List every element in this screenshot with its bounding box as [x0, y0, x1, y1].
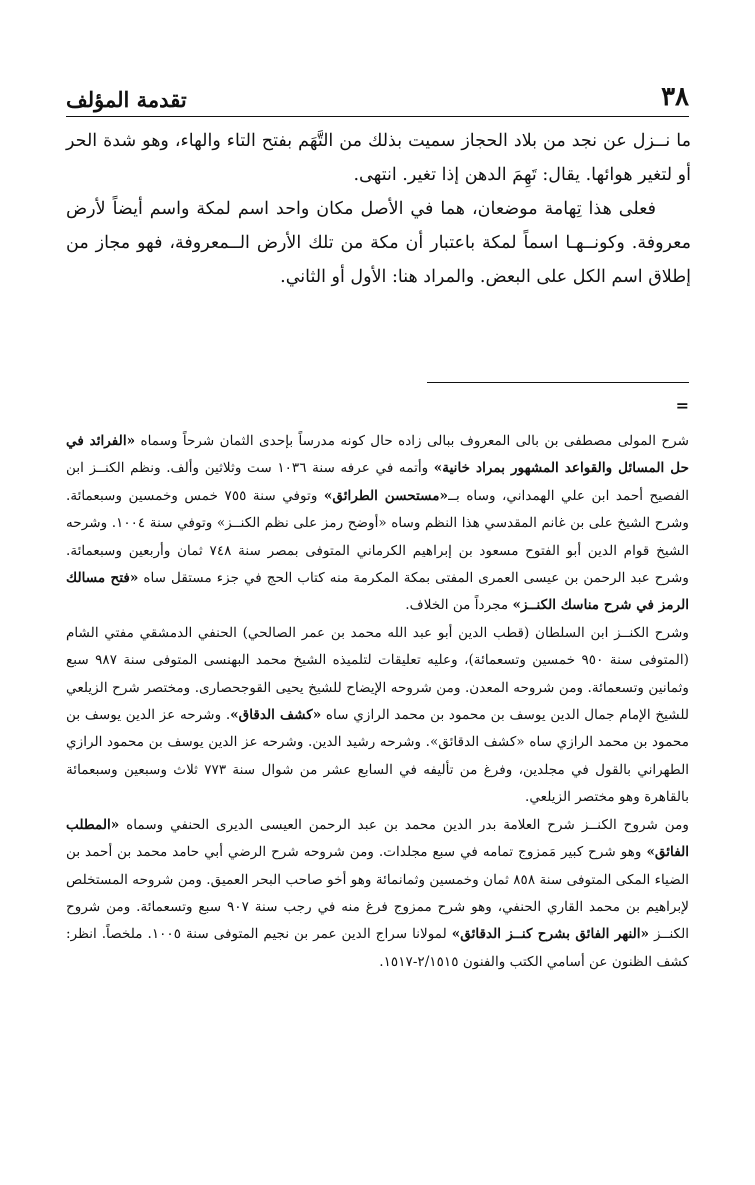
- footnote-text: وأتمه في عرفه سنة ١٠٣٦ ست وثلاثين وألف. ونظم الكنــز ابن الفصيح أحمد ابن علي الهمداني، وساه بــ: [66, 460, 689, 504]
- footnote-text: وهو شرح كبير مَمزوج تمامه في سبع مجلدات. ومن شروحه شرح الرضي أبي حامد محمد بن أحمد بن الضياء المكى المتوفى سنة ٨٥٨ ثمان وخمسين وثمانمائة وهو أخو صاحب البحر العميق. ومن شروحه المستخلص لإبراهيم بن محمد القاري الحنفي، وهو شرح ممزوج فرغ منه في رجب سنة ٩٠٧ سبع وتسعمائة. ومن شروح الكنــز: [66, 844, 689, 943]
- footnote-paragraph-2: [66, 620, 689, 812]
- footnote-paragraph-1: [66, 428, 689, 620]
- footnote-continuation-mark: =: [675, 396, 689, 415]
- book-title: «الفرائد في حل المسائل والقواعد المشهور بمراد خانية»: [66, 433, 689, 477]
- header-rule: [66, 116, 689, 117]
- running-title: تقدمة المؤلف: [66, 87, 187, 112]
- book-title: «المطلب الفائق»: [66, 816, 689, 861]
- main-paragraph-1: ما نــزل عن نجد من بلاد الحجاز سميت بذلك من التَّهَم بفتح التاء والهاء، وهو شدة الحر أو لتغير هوائها. يقال: تَهِمَ الدهن إذا تغير. انتهى.: [66, 131, 691, 185]
- book-title: «مستحسن الطرائق»: [323, 487, 449, 504]
- book-title: «كشف الدقاق»: [230, 707, 322, 724]
- page-number: ٣٨: [661, 82, 689, 112]
- footnote-separator: [427, 382, 689, 383]
- footnote-text: لمولانا سراج الدين عمر بن نجيم المتوفى سنة ١٠٠٥. ملخصاً. انظر: كشف الظنون عن أسامي الكتب والفنون ٢/١٥١٥-١٥١٧.: [66, 926, 689, 970]
- footnote-text: وشرح الكنــز ابن السلطان (قطب الدين أبو عبد الله محمد بن عمر الصالحي) الحنفي الدمشقي مفتي الشام (المتوفى سنة ٩٥٠ خمسين وتسعمائة)، وعليه تعليقات لتلميذه الشيخ محمد البهنسى المتوفى سنة ٩٨٧ سبع وثمانين وتسعمائة. ومن شروحه المعدن. ومن شروحه الإيضاح للشيخ يحيى القوجحصارى. ومختصر شرح الزيلعي للشيخ الإمام جمال الدين يوسف بن محمود بن محمد الرازي ساه: [66, 624, 689, 724]
- footnote-text: وتوفي سنة ٧٥٥ خمس وخمسين وسبعمائة. وشرح الشيخ على بن غانم المقدسي هذا النظم وساه «أوضح رمز على نظم الكنــز» وتوفي سنة ١٠٠٤. وشرحه الشيخ قوام الدين أبو الفتوح مسعود بن إبراهيم الكرماني المتوفى بمصر سنة ٧٤٨ ثمان وأربعين وسبعمائة. وشرح عبد الرحمن بن عيسى العمرى المفتى بمكة المكرمة منه كتاب الحج في جزء مستقل ساه: [66, 487, 689, 587]
- page-header: [66, 70, 689, 110]
- footnotes: [66, 428, 689, 976]
- book-title: «فتح مسالك الرمز في شرح مناسك الكنــز»: [66, 570, 689, 614]
- main-text: [66, 124, 691, 294]
- footnote-text: . وشرحه عز الدين يوسف بن محمود بن محمد الرازي ساه «كشف الدقائق». وشرحه رشيد الدين. وشرحه عز الدين يوسف بن محمود الرازي الطهراني بالقول في مجلدين، وفرغ من تأليفه في السابع عشر من شوال سنة ٧٧٣ ثلاث وسبعين وسبعمائة بالقاهرة وهو مختصر الزيلعي.: [66, 707, 689, 806]
- footnote-paragraph-3: [66, 812, 689, 976]
- footnote-text: شرح المولى مصطفى بن بالى المعروف ببالى زاده حال كونه مدرساً بإحدى الثمان شرحاً وسماه: [135, 433, 689, 449]
- footnote-text: مجرداً من الخلاف.: [405, 597, 513, 614]
- footnote-text: ومن شروح الكنــز شرح العلامة بدر الدين محمد بن عبد الرحمن العيسى الديرى الحنفي وسماه: [119, 816, 689, 833]
- main-paragraph-2: فعلى هذا تِهامة موضعان، هما في الأصل مكان واحد اسم لمكة واسم أيضاً لأرض معروفة. وكونــهـا اسماً لمكة باعتبار أن مكة من تلك الأرض الــمعروفة، فهو مجاز من إطلاق اسم الكل على البعض. والمراد هنا: الأول أو الثاني.: [66, 199, 691, 287]
- book-title: «النهر الفائق بشرح كنــز الدقائق»: [451, 926, 650, 943]
